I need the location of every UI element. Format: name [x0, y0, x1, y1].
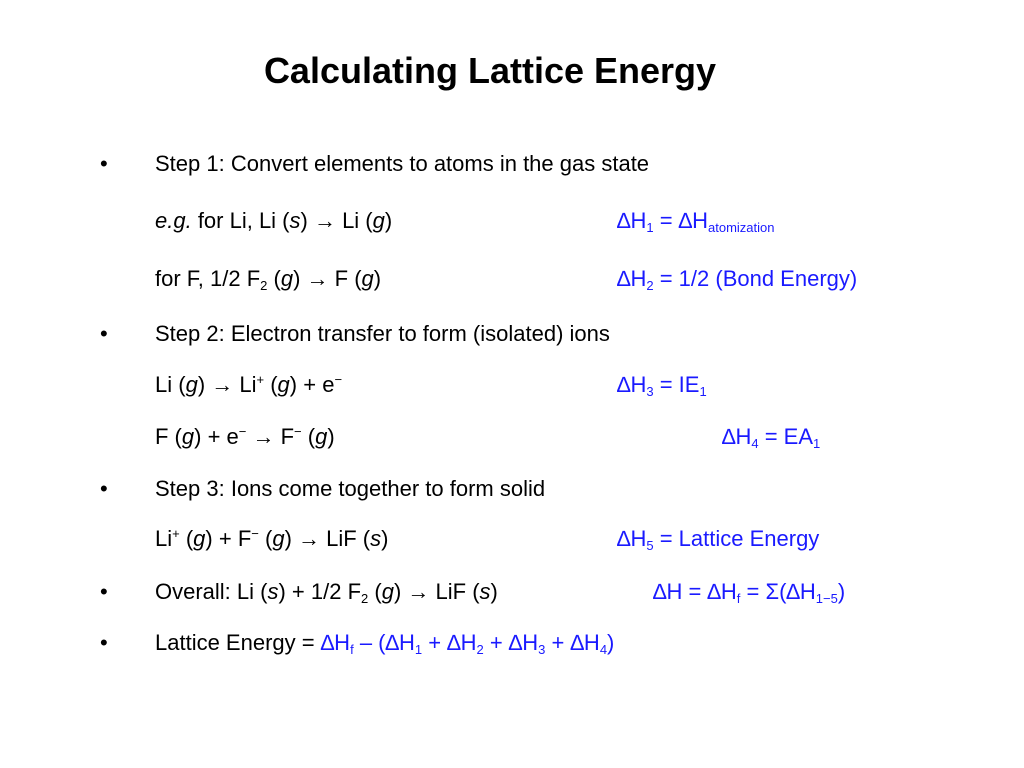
- bullet-marker: •: [100, 630, 108, 655]
- bullet-marker: •: [100, 151, 108, 176]
- slide-title: Calculating Lattice Energy: [263, 50, 717, 91]
- bullet-marker: •: [100, 321, 108, 346]
- bullet-marker: •: [100, 579, 108, 604]
- step1-li-enthalpy: $\Delta H_1 = \Delta H_{atomization}$: [617, 208, 775, 235]
- step1-heading: Step 1: Convert elements to atoms in the gas state: [155, 151, 650, 176]
- step1-li-equation: e.g. for Li, Li (s) → Li (g): [155, 208, 393, 233]
- step2-li-equation: Li (g) → Li+ (g) + e−: [155, 372, 343, 397]
- step2-f-enthalpy: $\Delta H_4 = EA_1$: [722, 424, 821, 451]
- step1-f-equation: for F, 1/2 $F_2$ (g) → F (g): [155, 266, 382, 293]
- overall-equation: Overall: Li (s) + 1/2 $F_2$ (g) → LiF (s): [155, 579, 498, 606]
- lattice-energy-definition: [155, 630, 614, 656]
- step2-f-equation: F (g) + e− → F− (g): [155, 424, 335, 449]
- step1-f-enthalpy: $\Delta H_2 = 1/2$ (Bond Energy): [617, 266, 858, 293]
- bullet-marker: •: [100, 476, 108, 501]
- overall-enthalpy: $\Delta H = \Delta H_f = \Sigma(\Delta H_{1-5})$: [653, 579, 846, 606]
- step3-heading: Step 3: Ions come together to form solid: [155, 476, 546, 501]
- lattice-energy-label: Lattice Energy =: [155, 630, 321, 655]
- lattice-energy-formula: $\Delta H_f - (\Delta H_1 + \Delta H_2 + \Delta H_3 + \Delta H_4)$: [320, 630, 615, 657]
- step2-li-enthalpy: $\Delta H_3 = IE_1$: [617, 372, 707, 399]
- step3-enthalpy: $\Delta H_5$ = Lattice Energy: [617, 526, 820, 553]
- step3-equation: Li+ (g) + F− (g) → LiF (s): [155, 526, 389, 551]
- step2-heading: Step 2: Electron transfer to form (isolated) ions: [155, 321, 610, 346]
